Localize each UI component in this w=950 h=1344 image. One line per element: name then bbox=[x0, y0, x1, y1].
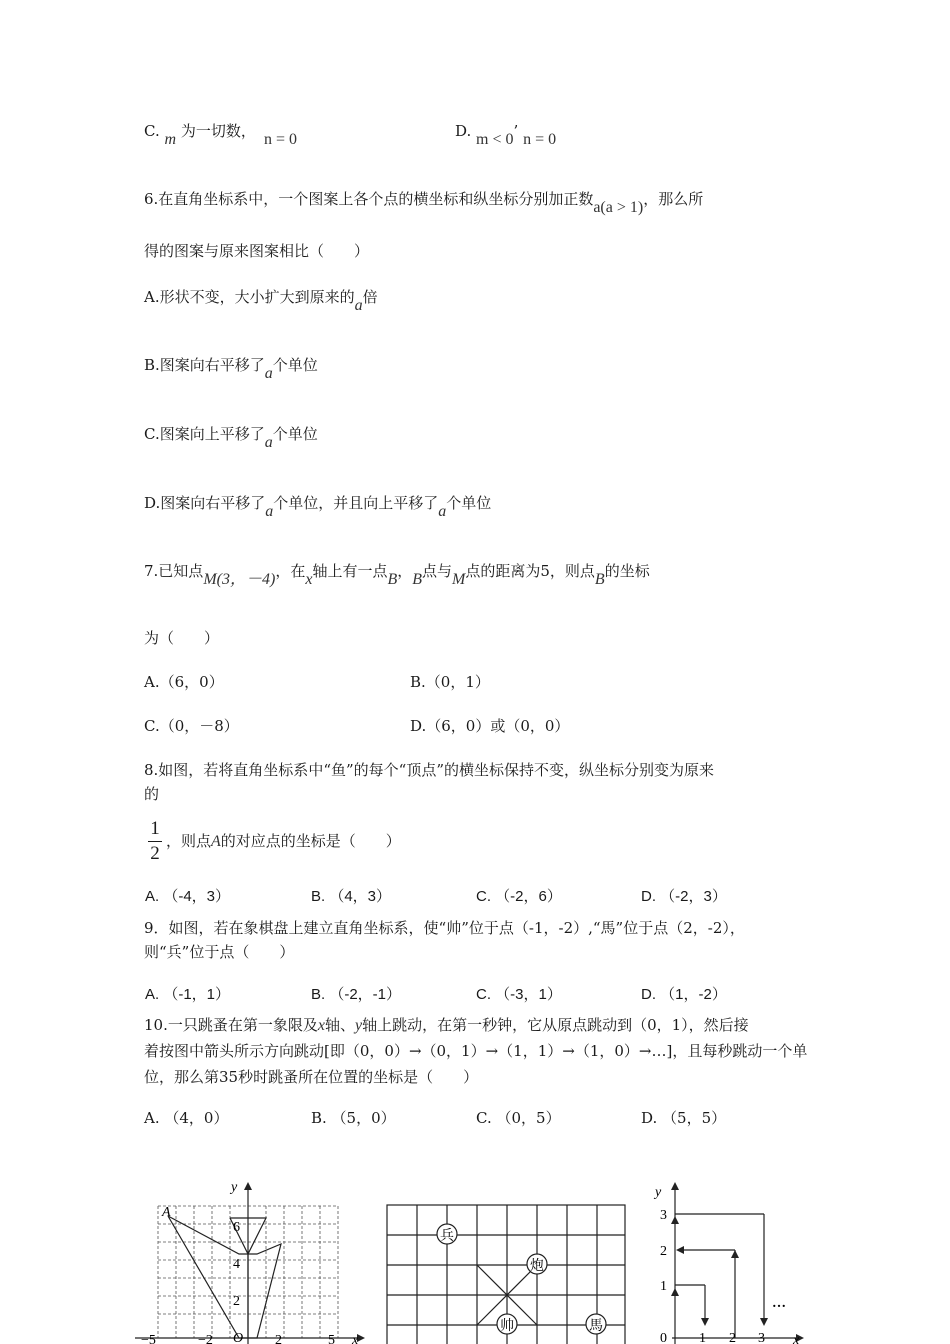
q8-option-a: A. （-4，3） bbox=[145, 888, 231, 905]
q6-option-b bbox=[144, 354, 318, 382]
q5-option-c bbox=[144, 120, 256, 148]
q6-option-a bbox=[144, 286, 378, 314]
q7-option-c: C.（0，－8） bbox=[144, 717, 239, 735]
q5-d-label: D. bbox=[455, 122, 472, 140]
q6-b-text: B.图案向右平移了 bbox=[144, 356, 265, 374]
q10-y-var: y bbox=[354, 1017, 363, 1034]
fish-tick-x-2: 2 bbox=[275, 1333, 282, 1344]
q10-stem1a: 10.一只跳蚤在第一象限及 bbox=[144, 1016, 318, 1034]
fish-point-a-label: A bbox=[162, 1205, 171, 1220]
q10-stem1b: 轴、 bbox=[324, 1016, 355, 1034]
q7-option-d: D.（6，0）或（0，0） bbox=[410, 717, 570, 735]
q10-x-var: x bbox=[317, 1017, 325, 1034]
flea-ellipsis: … bbox=[772, 1296, 786, 1311]
q6-a-tail: 倍 bbox=[362, 288, 378, 306]
q7-p1: 7.已知点 bbox=[144, 562, 204, 580]
chessboard-figure bbox=[384, 1202, 629, 1344]
q6-d-var1: a bbox=[265, 503, 274, 520]
q6-d-tail: 个单位 bbox=[446, 494, 492, 512]
flea-tick-x-2: 2 bbox=[729, 1331, 736, 1344]
q5-c-eq: n = 0 bbox=[264, 131, 298, 148]
fish-tick-x-neg2: −2 bbox=[198, 1333, 213, 1344]
q8-stem3a: ，则点 bbox=[166, 832, 212, 850]
q8-frac-den: 2 bbox=[150, 843, 160, 864]
q7-p2: ，在 bbox=[275, 562, 306, 580]
q8-stem3-var: A bbox=[211, 833, 221, 850]
q9-option-a: A. （-1，1） bbox=[145, 986, 231, 1003]
piece-shuai bbox=[497, 1314, 517, 1334]
piece-pao-label: 炮 bbox=[530, 1259, 544, 1274]
flea-y-arrow bbox=[671, 1182, 679, 1190]
q9-stem-2: 则“兵”位于点（ ） bbox=[144, 943, 295, 961]
q7-p4: ， bbox=[397, 562, 413, 580]
q6-c-tail: 个单位 bbox=[272, 425, 318, 443]
piece-ma-label: 馬 bbox=[589, 1319, 603, 1334]
flea-tick-y-3: 3 bbox=[660, 1208, 667, 1223]
q6-a-var: a bbox=[354, 297, 363, 314]
q6-b-var: a bbox=[264, 365, 273, 382]
q6-stem bbox=[144, 188, 704, 216]
q8-frac-bar bbox=[148, 841, 162, 842]
q6-option-c bbox=[144, 423, 318, 451]
flea-arrowheads bbox=[671, 1216, 768, 1326]
q10-stem-1 bbox=[144, 1014, 749, 1037]
fish-outline bbox=[168, 1216, 281, 1338]
q6-option-d bbox=[144, 492, 492, 520]
piece-bing-label: 兵 bbox=[440, 1229, 454, 1244]
flea-tick-y-2: 2 bbox=[660, 1244, 667, 1259]
fish-tick-y-2: 2 bbox=[233, 1294, 240, 1309]
q6-b-tail: 个单位 bbox=[272, 356, 318, 374]
q8-option-c: C. （-2，6） bbox=[476, 888, 562, 905]
flea-tick-x-1: 1 bbox=[699, 1331, 706, 1344]
q6-d-text: D.图案向右平移了 bbox=[144, 494, 266, 512]
q5-option-c-eq bbox=[264, 120, 298, 148]
q7-b2: B bbox=[412, 571, 423, 588]
q7-stem bbox=[144, 560, 650, 588]
piece-pao bbox=[527, 1254, 547, 1274]
piece-bing bbox=[437, 1224, 457, 1244]
q10-stem-3: 位，那么第35秒时跳蚤所在位置的坐标是（ ） bbox=[144, 1068, 479, 1086]
fish-tick-y-4: 4 bbox=[233, 1257, 240, 1272]
q5-option-d bbox=[455, 120, 557, 148]
q6-d-mid: 个单位，并且向上平移了 bbox=[273, 494, 439, 512]
q9-option-d: D. （1，-2） bbox=[641, 986, 727, 1003]
q7-p3: 轴上有一点 bbox=[312, 562, 388, 580]
q6-stem-2: 得的图案与原来图案相比（ ） bbox=[144, 242, 370, 260]
q7-p7: 的坐标 bbox=[604, 562, 650, 580]
fish-figure bbox=[135, 1178, 370, 1344]
flea-path bbox=[675, 1214, 764, 1338]
q5-c-var: m bbox=[164, 131, 177, 148]
q8-stem-2: 的 bbox=[144, 785, 160, 803]
q7-m-point: M(3，－4) bbox=[203, 571, 276, 588]
q9-option-b: B. （-2，-1） bbox=[311, 986, 402, 1003]
q7-p5: 点与 bbox=[422, 562, 453, 580]
q6-stem-b: ，那么所 bbox=[643, 190, 704, 208]
q5-d-ineq: m < 0 bbox=[476, 131, 514, 148]
q10-stem-2: 着按图中箭头所示方向跳动[即（0，0）→（0，1）→（1，1）→（1，0）→…]，且每秒跳动一个单 bbox=[144, 1042, 808, 1060]
q10-option-a: A. （4，0） bbox=[144, 1109, 229, 1127]
q10-option-c: C. （0，5） bbox=[476, 1109, 561, 1127]
q9-option-c: C. （-3，1） bbox=[476, 986, 562, 1003]
q10-option-b: B. （5，0） bbox=[311, 1109, 396, 1127]
fish-tick-x-5: 5 bbox=[328, 1333, 335, 1344]
flea-tick-x-3: 3 bbox=[758, 1331, 765, 1344]
q8-stem-3 bbox=[166, 830, 401, 853]
q7-b3: B bbox=[594, 571, 605, 588]
q7-option-a: A.（6，0） bbox=[144, 673, 224, 691]
fish-tick-x-neg5: −5 bbox=[141, 1333, 156, 1344]
fish-x-label: x bbox=[352, 1333, 359, 1344]
q8-stem3b: 的对应点的坐标是（ ） bbox=[220, 832, 401, 850]
flea-tick-x-0: 0 bbox=[660, 1331, 667, 1344]
q7-option-b: B.（0，1） bbox=[410, 673, 490, 691]
q5-c-label: C. bbox=[144, 122, 160, 140]
q10-option-d: D. （5，5） bbox=[641, 1109, 727, 1127]
q6-a-text: A.形状不变，大小扩大到原来的 bbox=[144, 288, 355, 306]
q8-option-b: B. （4，3） bbox=[311, 888, 392, 905]
q5-d-eq: n = 0 bbox=[523, 131, 557, 148]
flea-x-label: x bbox=[793, 1333, 800, 1344]
piece-ma bbox=[586, 1314, 606, 1334]
q7-stem-2: 为（ ） bbox=[144, 629, 220, 647]
q8-fraction bbox=[148, 818, 162, 865]
q7-p6: 点的距离为5，则点 bbox=[465, 562, 595, 580]
fish-origin-label: O bbox=[233, 1331, 244, 1344]
q6-c-text: C.图案向上平移了 bbox=[144, 425, 265, 443]
q9-stem-1: 9．如图，若在象棋盘上建立直角坐标系，使“帅”位于点（-1，-2）,“馬”位于点（2，-2）， bbox=[144, 919, 745, 937]
flea-figure bbox=[650, 1178, 810, 1344]
flea-tick-y-1: 1 bbox=[660, 1279, 667, 1294]
q7-x-var: x bbox=[305, 571, 313, 588]
q10-stem1c: 轴上跳动，在第一秒钟，它从原点跳动到（0，1），然后接 bbox=[362, 1016, 749, 1034]
q7-m-var: M bbox=[452, 571, 466, 588]
fish-tick-y-6: 6 bbox=[233, 1220, 240, 1235]
q6-c-var: a bbox=[264, 434, 273, 451]
piece-shuai-label: 帅 bbox=[500, 1319, 514, 1334]
q6-stem-math: a(a > 1) bbox=[593, 199, 644, 216]
q6-d-var2: a bbox=[438, 503, 447, 520]
fish-y-arrow bbox=[244, 1182, 252, 1190]
q5-c-text: 为一切数， bbox=[180, 122, 256, 140]
q7-b1: B bbox=[387, 571, 398, 588]
q6-stem-a: 6.在直角坐标系中，一个图案上各个点的横坐标和纵坐标分别加正数 bbox=[144, 190, 594, 208]
fish-y-label: y bbox=[231, 1180, 238, 1195]
flea-y-label: y bbox=[655, 1185, 662, 1200]
q8-stem-1: 8.如图，若将直角坐标系中“鱼”的每个“顶点”的横坐标保持不变，纵坐标分别变为原来 bbox=[144, 761, 714, 779]
q5-d-sep: ’ bbox=[513, 122, 519, 140]
q8-option-d: D. （-2，3） bbox=[641, 888, 727, 905]
q8-frac-num: 1 bbox=[150, 818, 160, 839]
